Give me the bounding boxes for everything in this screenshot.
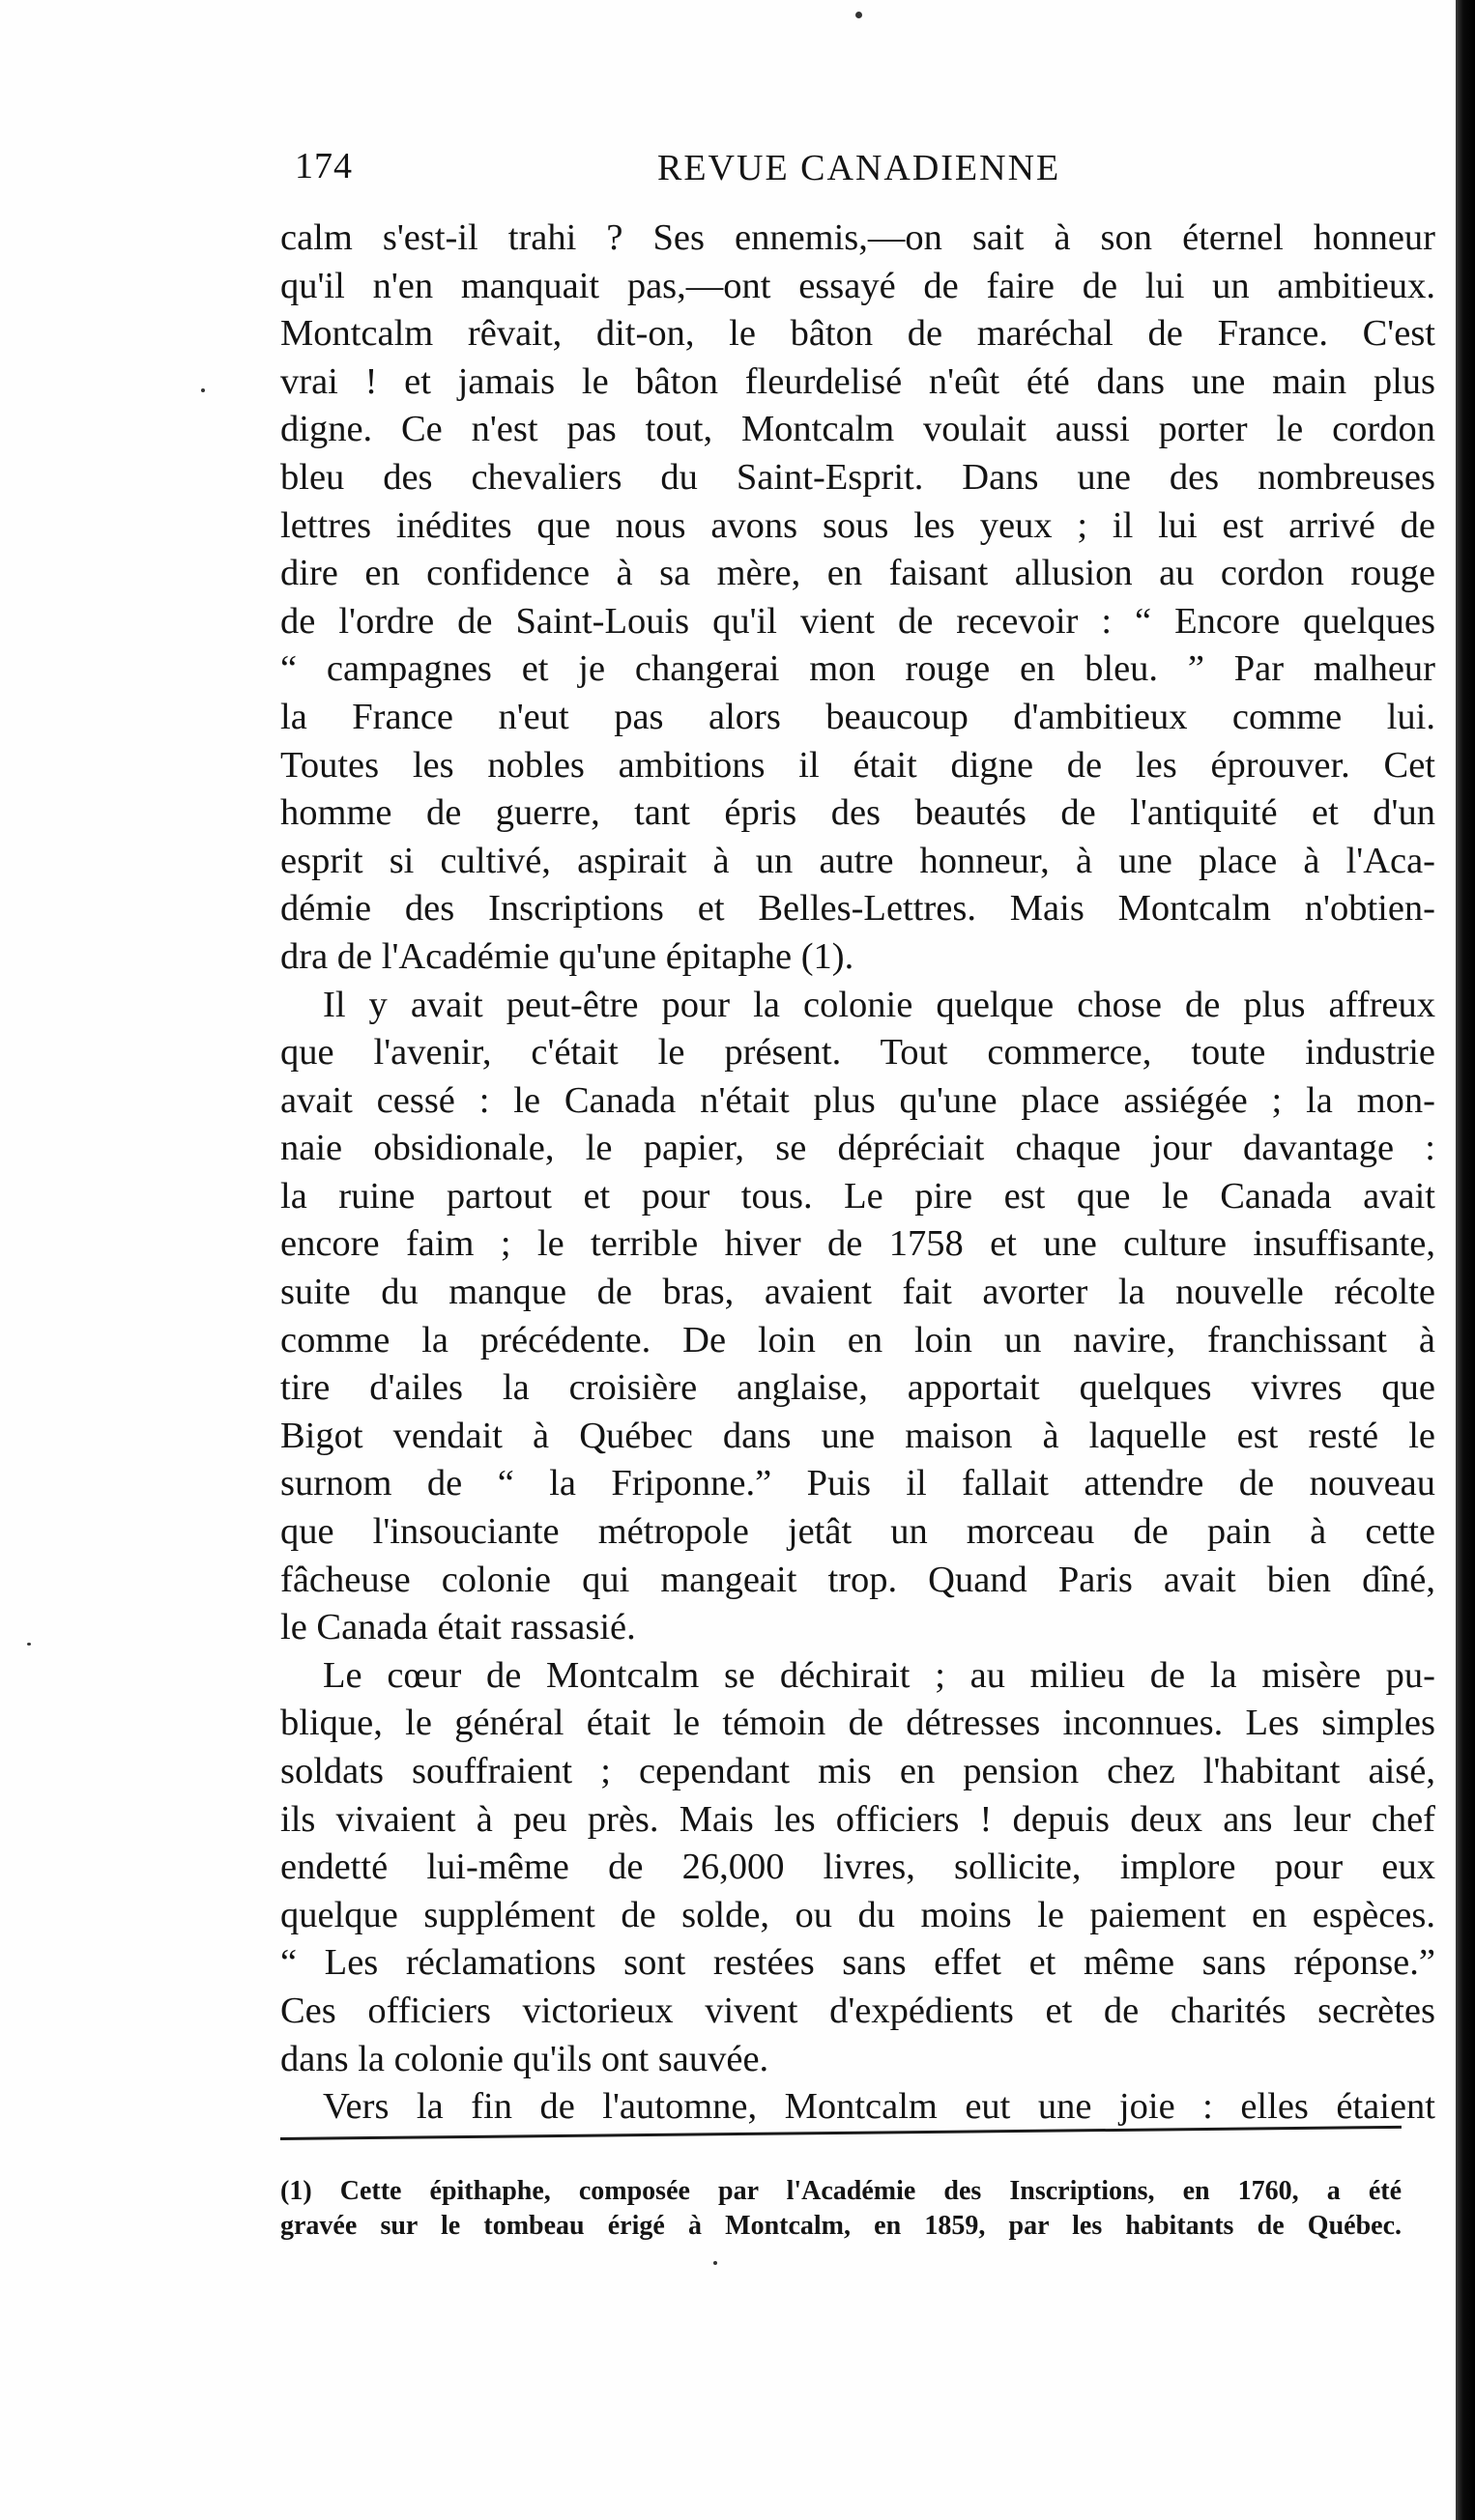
text-line: Toutes les nobles ambitions il était digne de les éprouver. Cet <box>280 744 1435 786</box>
text-line: que l'avenir, c'était le présent. Tout commerce, toute industrie <box>280 1032 1435 1074</box>
text-line: de l'ordre de Saint-Louis qu'il vient de recevoir : “ Encore quelques <box>280 600 1435 642</box>
text-line: homme de guerre, tant épris des beautés de l'antiquité et d'un <box>280 792 1435 834</box>
text-line: dire en confidence à sa mère, en faisant allusion au cordon rouge <box>280 553 1435 594</box>
page-header <box>295 145 1435 203</box>
scan-speck <box>713 2261 717 2265</box>
text-line: digne. Ce n'est pas tout, Montcalm voulait aussi porter le cordon <box>280 409 1435 450</box>
text-line: blique, le général était le témoin de détresses inconnues. Les simples <box>280 1703 1435 1744</box>
text-line: comme la précédente. De loin en loin un navire, franchissant à <box>280 1319 1435 1360</box>
text-line: surnom de “ la Friponne.” Puis il fallait attendre de nouveau <box>280 1463 1435 1504</box>
paragraph <box>280 2083 1435 2132</box>
paragraph <box>280 982 1435 1652</box>
text-line: dra de l'Académie qu'une épitaphe (1). <box>280 935 854 977</box>
text-line: calm s'est-il trahi ? Ses ennemis,—on sait à son éternel honneur <box>280 217 1435 258</box>
page-binding-edge <box>1456 0 1475 2520</box>
text-line: que l'insouciante métropole jetât un morceau de pain à cette <box>280 1511 1435 1553</box>
scan-speck <box>201 388 205 392</box>
text-line: vrai ! et jamais le bâton fleurdelisé n'eût été dans une main plus <box>280 360 1435 402</box>
text-line: Le cœur de Montcalm se déchirait ; au milieu de la misère pu- <box>323 1654 1435 1696</box>
text-line: endetté lui-même de 26,000 livres, sollicite, implore pour eux <box>280 1847 1435 1888</box>
page-number: 174 <box>295 146 353 186</box>
text-line: démie des Inscriptions et Belles-Lettres. Mais Montcalm n'obtien- <box>280 888 1435 930</box>
text-line: avait cessé : le Canada n'était plus qu'une place assiégée ; la mon- <box>280 1079 1435 1121</box>
scan-speck <box>27 1643 31 1646</box>
text-line: le Canada était rassasié. <box>280 1607 636 1648</box>
text-line: encore faim ; le terrible hiver de 1758 et une culture insuffisante, <box>280 1223 1435 1265</box>
paragraph <box>280 1652 1435 2083</box>
text-line: suite du manque de bras, avaient fait avorter la nouvelle récolte <box>280 1272 1435 1313</box>
text-line: Il y avait peut-être pour la colonie quelque chose de plus affreux <box>323 984 1435 1025</box>
text-line: la ruine partout et pour tous. Le pire est que le Canada avait <box>280 1175 1435 1217</box>
text-line: Vers la fin de l'automne, Montcalm eut une joie : elles étaient <box>323 2086 1435 2128</box>
text-line: Bigot vendait à Québec dans une maison à laquelle est resté le <box>280 1415 1435 1456</box>
text-line: Ces officiers victorieux vivent d'expédients et de charités secrètes <box>280 1990 1435 2031</box>
text-line: quelque supplément de solde, ou du moins le paiement en espèces. <box>280 1894 1435 1935</box>
text-line: lettres inédites que nous avons sous les yeux ; il lui est arrivé de <box>280 504 1435 546</box>
text-line: “ campagnes et je changerai mon rouge en bleu. ” Par malheur <box>280 648 1435 690</box>
text-line: qu'il n'en manquait pas,—ont essayé de faire de lui un ambitieux. <box>280 265 1435 306</box>
text-line: soldats souffraient ; cependant mis en pension chez l'habitant aisé, <box>280 1751 1435 1791</box>
running-title: REVUE CANADIENNE <box>657 148 1061 188</box>
footnote-line: gravée sur le tombeau érigé à Montcalm, en 1859, par les habitants de Québec. <box>280 2211 1402 2241</box>
body-text <box>280 215 1435 2132</box>
footnote <box>280 2174 1402 2244</box>
text-line: bleu des chevaliers du Saint-Esprit. Dans une des nombreuses <box>280 456 1435 498</box>
text-line: fâcheuse colonie qui mangeait trop. Quand Paris avait bien dîné, <box>280 1559 1435 1600</box>
text-line: la France n'eut pas alors beaucoup d'ambitieux comme lui. <box>280 696 1435 737</box>
text-line: “ Les réclamations sont restées sans effet et même sans réponse.” <box>280 1942 1435 1984</box>
text-line: ils vivaient à peu près. Mais les officiers ! depuis deux ans leur chef <box>280 1798 1435 1840</box>
text-line: dans la colonie qu'ils ont sauvée. <box>280 2038 769 2079</box>
paragraph <box>280 215 1435 982</box>
text-line: naie obsidionale, le papier, se dépréciait chaque jour davantage : <box>280 1128 1435 1169</box>
text-line: esprit si cultivé, aspirait à un autre honneur, à une place à l'Aca- <box>280 840 1435 881</box>
text-line: tire d'ailes la croisière anglaise, apportait quelques vivres que <box>280 1367 1435 1409</box>
scan-speck <box>855 12 862 18</box>
footnote-line: (1) Cette épithaphe, composée par l'Académie des Inscriptions, en 1760, a été <box>280 2176 1402 2206</box>
text-line: Montcalm rêvait, dit-on, le bâton de maréchal de France. C'est <box>280 313 1435 355</box>
